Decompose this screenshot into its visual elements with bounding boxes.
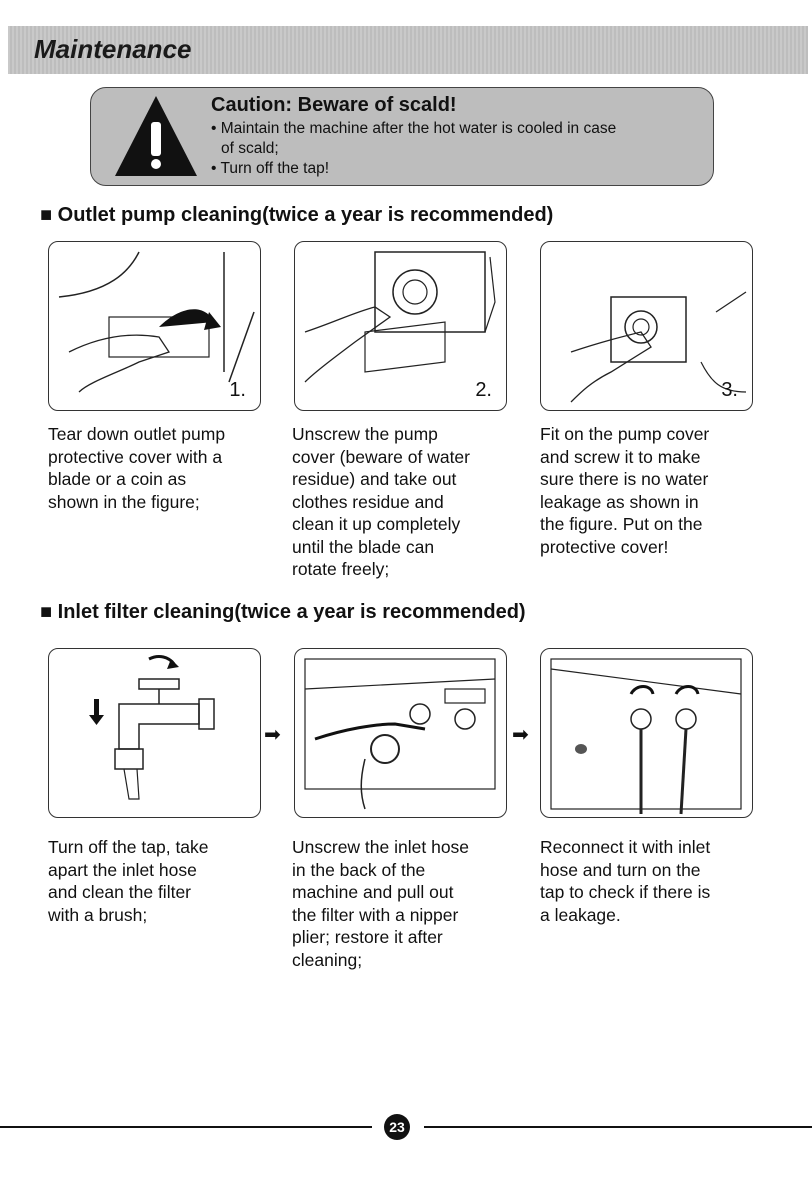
inlet-filter-heading: ■ Inlet filter cleaning(twice a year is recommended) [40,601,526,623]
text-line: protective cover! [540,536,669,557]
caution-line: • Maintain the machine after the hot water is cooled in case [211,120,617,137]
text-line: Unscrew the inlet hose [292,837,470,857]
text-line: and clean the filter [48,882,192,902]
outlet-step2-text [292,423,517,581]
text-line: blade or a coin as [48,469,187,489]
page-number: 23 [384,1114,410,1140]
text-line: residue) and take out [292,469,457,489]
inlet-step2-illustration [294,648,507,818]
text-line: the filter with a nipper [292,904,459,925]
text-line: tap to check if there is [540,882,711,902]
inlet-step2-text [292,836,517,971]
inlet-step3-text [540,836,765,926]
tap-filter-illustration [49,649,260,817]
text-line: Turn off the tap, take [48,837,209,857]
inlet-step1-illustration [48,648,261,818]
text-line: hose and turn on the [540,859,701,880]
inlet-step3-illustration [540,648,753,818]
footer-rule-right [424,1126,812,1128]
step-number: 1. [229,379,246,401]
outlet-step3-illustration [540,241,753,411]
text-line: cover (beware of water [292,446,470,467]
caution-line: of scald; [221,140,279,157]
text-line: Unscrew the pump [292,424,438,444]
text-line: a leakage. [540,904,621,925]
text-line: clean it up completely [292,514,461,534]
text-line: shown in the figure; [48,491,200,512]
inlet-step1-text [48,836,273,926]
outlet-step1-illustration [48,241,261,411]
outlet-step1-text [48,423,273,513]
text-line: apart the inlet hose [48,859,197,880]
text-line: rotate freely; [292,559,390,579]
text-line: clothes residue and [292,491,444,512]
inlet-hose-illustration [295,649,506,817]
text-line: machine and pull out [292,882,454,902]
outlet-step3-text [540,423,765,558]
arrow-right-icon: ➡ [264,724,281,746]
text-line: until the blade can [292,536,435,557]
text-line: Fit on the pump cover [540,424,710,444]
text-line: plier; restore it after [292,927,443,947]
outlet-step2-illustration [294,241,507,411]
step-number: 2. [475,379,492,401]
caution-box [90,87,714,186]
text-line: with a brush; [48,904,148,925]
caution-line: • Turn off the tap! [211,160,330,177]
warning-triangle-icon [111,92,201,182]
text-line: cleaning; [292,949,363,970]
outlet-pump-heading: ■ Outlet pump cleaning(twice a year is recommended) [40,204,554,226]
text-line: protective cover with a [48,446,223,467]
text-line: Tear down outlet pump [48,424,226,444]
footer-rule-left [0,1126,372,1128]
step-number: 3. [721,379,738,401]
page-title: Maintenance [34,34,192,64]
text-line: and screw it to make [540,446,701,467]
text-line: the figure. Put on the [540,514,703,534]
reconnect-hose-illustration [541,649,752,817]
text-line: leakage as shown in [540,491,699,512]
text-line: Reconnect it with inlet [540,837,711,857]
arrow-right-icon: ➡ [512,724,529,746]
text-line: sure there is no water [540,469,709,489]
caution-title: Caution: Beware of scald! [211,94,457,116]
text-line: in the back of the [292,859,426,880]
